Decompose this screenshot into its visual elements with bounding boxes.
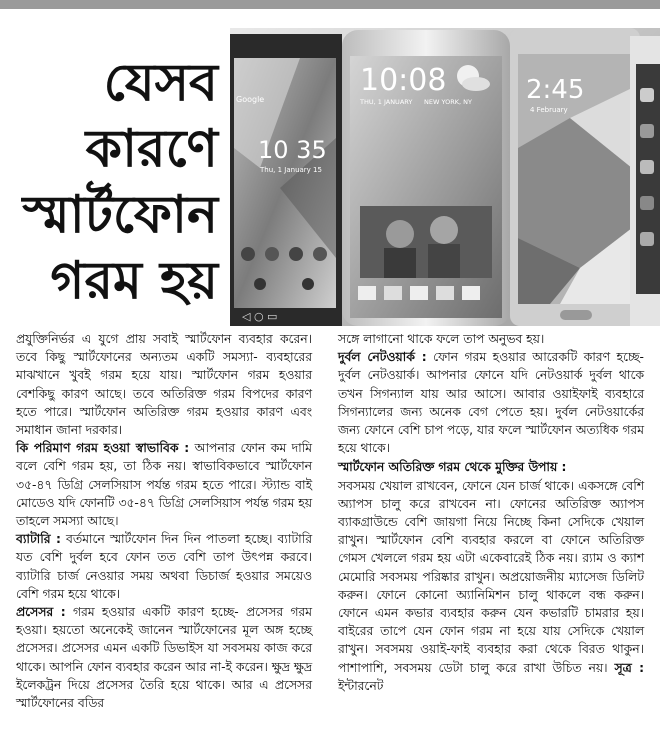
phone-2 (342, 30, 510, 326)
source-text: ইন্টারনেট (338, 678, 384, 693)
section-processor-label: প্রসেসর : (16, 605, 66, 620)
headline-line-2: কারণে (85, 119, 218, 179)
section-battery (16, 530, 312, 603)
phone3-date: 4 February (530, 106, 568, 114)
section-network-text: ফোন গরম হওয়ার আরেকটি কারণ হচ্ছে- দুর্বল নেটওয়ার্ক। আপনার ফোনে যদি নেটওয়ার্ক দুর্বল থাকে তখন সিগন্যাল যায় আর আসে। আবার ওয়াইফাই ব্যবহারে সিগন্যালের জন্য অনেক বেগ পেতে হয়। দুর্বল নেটওয়ার্কের জন্য ফোনে বেশি চাপ পড়ে, যার ফলে স্মার্টফোন অত্যধিক গরম হয়ে থাকে। (338, 350, 644, 456)
top-rule (0, 0, 660, 9)
phone3-clock: 2:45 (526, 75, 585, 105)
section-normal-heat (16, 439, 312, 530)
headline-line-1: যেসব (103, 53, 218, 113)
svg-text:◁ ○ ▭: ◁ ○ ▭ (242, 310, 278, 323)
phone1-brand: Google (236, 95, 265, 104)
section-normal-heat-label: কি পরিমাণ গরম হওয়া স্বাভাবিক : (16, 441, 190, 456)
column-right (338, 330, 644, 695)
phone2-clock: 10:08 (360, 63, 447, 98)
section-processor-text: গরম হওয়ার একটি কারণ হচ্ছে- প্রসেসর গরম হওয়া। হয়তো অনেকেই জানেন স্মার্টফোনের মূল অঙ্গ হচ্ছে প্রসেসর। প্রসেসর এমন একটি ডিভাইস যা সবসময় কাজ করে থাকে। আপনি ফোন ব্যবহার করেন আর না-ই করেন। ক্ষুদ্র ক্ষুদ্র ইলেকট্রন দিয়ে প্রসেসর তৈরি হয়ে থাকে। আর এ প্রসেসর স্মার্টফোনের বডির (16, 605, 312, 711)
intro-text: প্রযুক্তিনির্ভর এ যুগে প্রায় সবাই স্মার্টফোন ব্যবহার করেন। তবে কিছু স্মার্টফোনের অন্যতম একটি সমস্যা- ব্যবহারের মাঝখানে খুবই গরম হয়ে যায়। স্মার্টফোন গরম হওয়ার বেশকিছু কারণ আছে। তবে অতিরিক্ত গরম বিপদের কারণ হতে পারে। স্মার্টফোন অতিরিক্ত গরম হওয়ার কারণ এবং সমাধান জানা দরকার। (16, 332, 312, 438)
smartphones-illustration (230, 28, 660, 326)
section-normal-heat-text: আপনার ফোন কম দামি বলে বেশি গরম হয়, তা ঠিক নয়। স্বাভাবিকভাবে স্মার্টফোন ৩৫-৪৭ ডিগ্রি সেলসিয়াস পর্যন্ত গরম হতে পারে। স্ট্যান্ড বাই মোডেও যদি ফোনটি ৩৫-৪৭ ডিগ্রি সেলসিয়াস পর্যন্ত গরম হয় তাহলে সমস্যা আছে। (16, 441, 312, 529)
column-left (16, 330, 312, 712)
continued-paragraph (338, 330, 644, 348)
headline (8, 50, 218, 314)
headline-line-4: গরম হয় (50, 251, 218, 311)
phone1-date: Thu, 1 January 15 (260, 166, 322, 174)
phone1-clock: 10 35 (258, 136, 327, 164)
section-battery-text: বর্তমানে স্মার্টফোন দিন দিন পাতলা হচ্ছে। ব্যাটারি যত বেশি দুর্বল হবে ফোন তত বেশি তাপ উৎপন্ন করবে। ব্যাটারি চার্জ নেওয়ার সময় অথবা ডিচার্জ হওয়ার সময়েও বেশি গরম হয়ে থাকে। (16, 532, 312, 601)
continued-text: সঙ্গে লাগানো থাকে ফলে তাপ অনুভব হয়। (338, 332, 545, 346)
source-label: সূত্র : (614, 660, 644, 675)
section-network-label: দুর্বল নেটওয়ার্ক : (338, 350, 427, 365)
headline-line-3: স্মার্টফোন (22, 185, 218, 245)
smartphones-photo (230, 28, 660, 326)
phone2-city: NEW YORK, NY (424, 98, 472, 106)
phone-4 (630, 36, 660, 326)
section-network (338, 348, 644, 457)
section-battery-label: ব্যাটারি : (16, 532, 61, 547)
phone2-date: THU, 1 JANUARY (360, 98, 413, 106)
section-remedy (338, 458, 644, 695)
section-remedy-text: সবসময় খেয়াল রাখবেন, ফোনে যেন চার্জ থাকে। একসঙ্গে বেশি অ্যাপস চালু করে রাখবেন না। ফোনের অতিরিক্ত অ্যাপস ব্যাকগ্রাউন্ডে বেশি জায়গা নিয়ে নিচ্ছে কিনা সেদিকে খেয়াল রাখুন। স্মার্টফোন বেশি ব্যবহার করলে বা ফোনে অতিরিক্ত গেমস খেললে গরম হয় এটা একেবারেই ঠিক নয়। র‍্যাম ও ক্যাশ মেমোরি সবসময় পরিষ্কার রাখুন। অপ্রয়োজনীয় ম্যাসেজ ডিলিট করুন। ফোনে কোনো অ্যানিমিশন চালু থাকলে বন্ধ করুন। ফোনে এমন কভার ব্যবহার করুন যেন কভারটি চামরার হয়। বাইরের তাপে যেন ফোন গরম না হয়ে যায় সেদিকে খেয়াল রাখুন। সবসময় ওয়াই-ফাই ব্যবহার করা থেকে বিরত থাকুন। পাশাপাশি, সবসময় ডেটা চালু করে রাখা উচিত নয়। (338, 478, 644, 675)
section-processor (16, 603, 312, 712)
phone-1 (230, 34, 342, 326)
intro-paragraph (16, 330, 312, 439)
phone-3 (510, 28, 640, 326)
section-remedy-heading: স্মার্টফোন অতিরিক্ত গরম থেকে মুক্তির উপায় : (338, 460, 567, 475)
